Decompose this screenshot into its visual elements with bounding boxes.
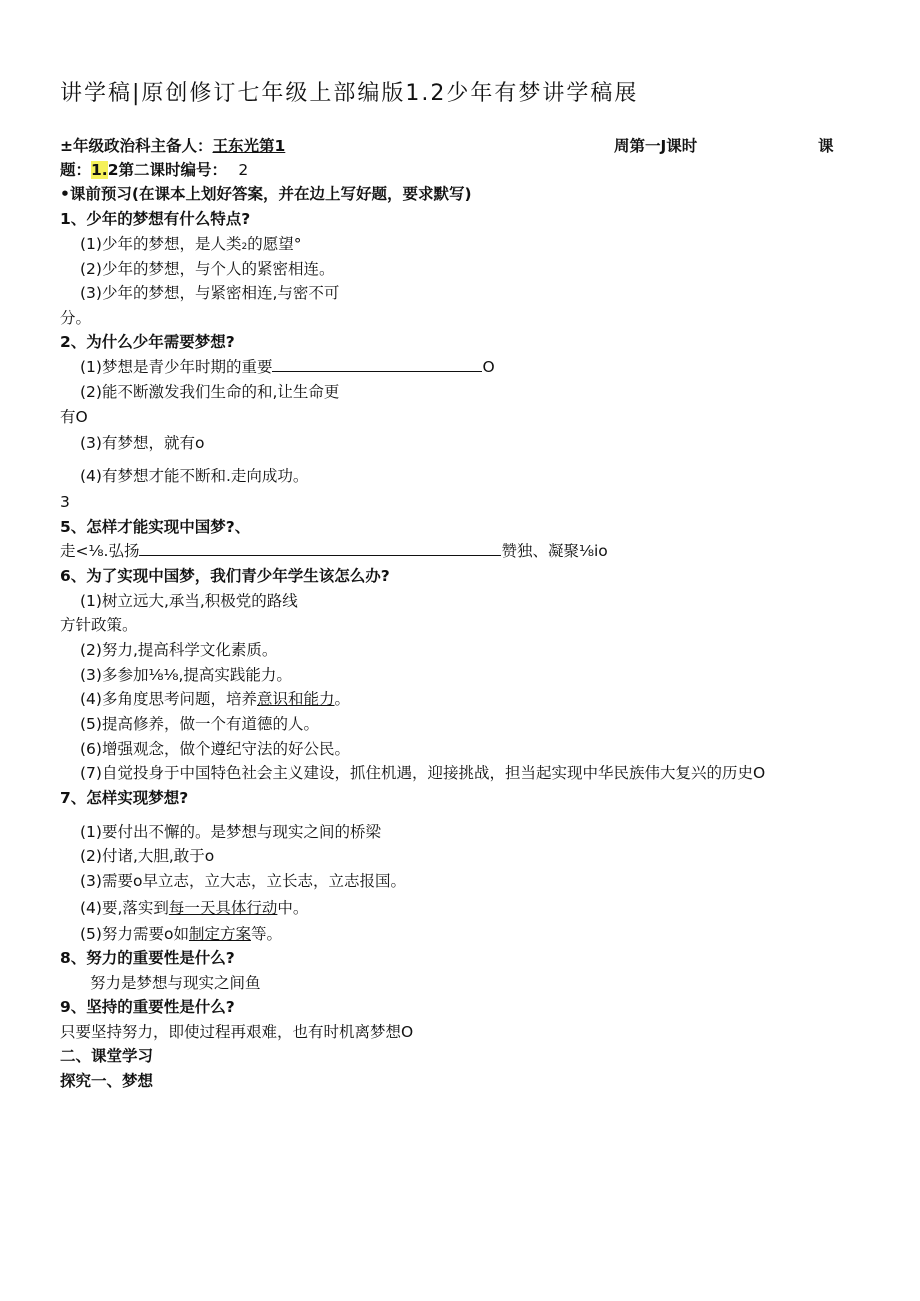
q2-item-1-text: (1)梦想是青少年时期的重要 [80, 358, 273, 376]
explore-one-heading: 探究一、梦想 [60, 1072, 154, 1090]
q7-item-2: (2)付诸,大胆,敢于o [80, 847, 215, 865]
q5-line [60, 541, 608, 561]
q1-item-3 [80, 283, 339, 303]
q5-blank [139, 541, 501, 556]
q7-item-1: (1)要付出不懈的。是梦想与现实之间的桥梁 [80, 823, 381, 841]
header-preparer: 王东光第1 [212, 137, 286, 155]
q7-item-5-underlined: 制定方案 [188, 925, 251, 943]
q1-item-1 [80, 234, 301, 257]
section-preview-heading: •课前预习(在课本上划好答案，并在边上写好题，要求默写) [60, 185, 472, 203]
q6-item-6: (6)增强观念，做个遵纪守法的好公民。 [80, 740, 350, 758]
q6-item-7: (7)自觉投身于中国特色社会主义建设，抓住机遇，迎接挑战，担当起实现中华民族伟大复兴的历史O [80, 764, 766, 782]
header-topic-prefix: 题： [60, 161, 92, 179]
q5-line-start: 走<⅛.弘扬 [60, 542, 140, 560]
q7-item-5 [80, 924, 282, 944]
header-topic-highlight: 1. [91, 161, 108, 179]
q1-item-3-end: 密不可 [292, 284, 340, 302]
q5-line-end: 赞独、凝聚⅛io [501, 542, 608, 560]
q1-title: 1、少年的梦想有什么特点? [60, 210, 251, 228]
q2-item-4: (4)有梦想才能不断和.走向成功。 [80, 467, 309, 485]
section-class-heading: 二、课堂学习 [60, 1047, 154, 1065]
q2-item-1-end: O [482, 358, 495, 376]
q7-item-4-end: 中。 [277, 899, 309, 917]
q1-item-1-text: (1)少年的梦想，是人类 [80, 235, 242, 253]
q2-item-1-blank [272, 357, 482, 372]
q6-item-3: (3)多参加⅛⅛,提高实践能力。 [80, 666, 292, 684]
q1-item-2: (2)少年的梦想，与个人的紧密相连。 [80, 260, 335, 278]
q9-title: 9、坚持的重要性是什么? [60, 998, 235, 1016]
q6-item-5: (5)提高修养，做一个有道德的人。 [80, 715, 319, 733]
q1-item-1-end: 的愿望° [247, 235, 302, 253]
q2-item-2-cont: 有O [60, 408, 88, 426]
header-topic-line [60, 160, 248, 180]
q1-item-3-text: (3)少年的梦想，与紧密相连,与 [80, 284, 293, 302]
q6-item-4 [80, 689, 350, 709]
q6-item-1: (1)树立远大,承当,积极党的路线 [80, 592, 298, 610]
q1-subscript: 2 [241, 242, 248, 252]
header-line [60, 136, 285, 156]
q8-answer: 努力是梦想与现实之间鱼 [90, 974, 261, 992]
document-title: 讲学稿|原创修订七年级上部编版1.2少年有梦讲学稿展 [60, 81, 639, 106]
q1-item-3-cont: 分。 [60, 309, 92, 327]
q7-item-4-underlined: 每一天具体行动 [168, 899, 278, 917]
q3-marker: 3 [60, 493, 70, 511]
q2-title: 2、为什么少年需要梦想? [60, 333, 235, 351]
header-grade-subject: ±年级政治科主备人： [60, 137, 213, 155]
header-week: 周第一J课时 [614, 137, 698, 155]
q5-title: 5、怎样才能实现中国梦?、 [60, 518, 251, 536]
header-topic-rest: 2第二课时编号： [107, 161, 227, 179]
q7-item-5-end: 等。 [250, 925, 282, 943]
q7-item-4-text: (4)要,落实到 [80, 899, 169, 917]
q2-item-2: (2)能不断激发我们生命的和,让生命更 [80, 383, 340, 401]
q7-item-5-text: (5)努力需要o如 [80, 925, 189, 943]
q9-answer: 只要坚持努力，即使过程再艰难，也有时机离梦想O [60, 1023, 414, 1041]
q2-item-1 [80, 357, 495, 377]
q6-item-4-text: (4)多角度思考问题，培养 [80, 690, 257, 708]
header-number: 2 [238, 161, 249, 179]
q7-item-3: (3)需要o早立志，立大志，立长志，立志报国。 [80, 872, 406, 890]
q2-item-3: (3)有梦想，就有o [80, 434, 205, 452]
q6-item-1-cont: 方针政策。 [60, 616, 138, 634]
q8-title: 8、努力的重要性是什么? [60, 949, 235, 967]
q6-item-4-underlined: 意识和能力 [256, 690, 335, 708]
q6-title: 6、为了实现中国梦，我们青少年学生该怎么办? [60, 567, 390, 585]
q6-item-2: (2)努力,提高科学文化素质。 [80, 641, 278, 659]
q7-item-4 [80, 898, 308, 918]
header-topic-label: 课 [818, 137, 834, 155]
q7-title: 7、怎样实现梦想? [60, 789, 189, 807]
q6-item-4-end: 。 [334, 690, 350, 708]
